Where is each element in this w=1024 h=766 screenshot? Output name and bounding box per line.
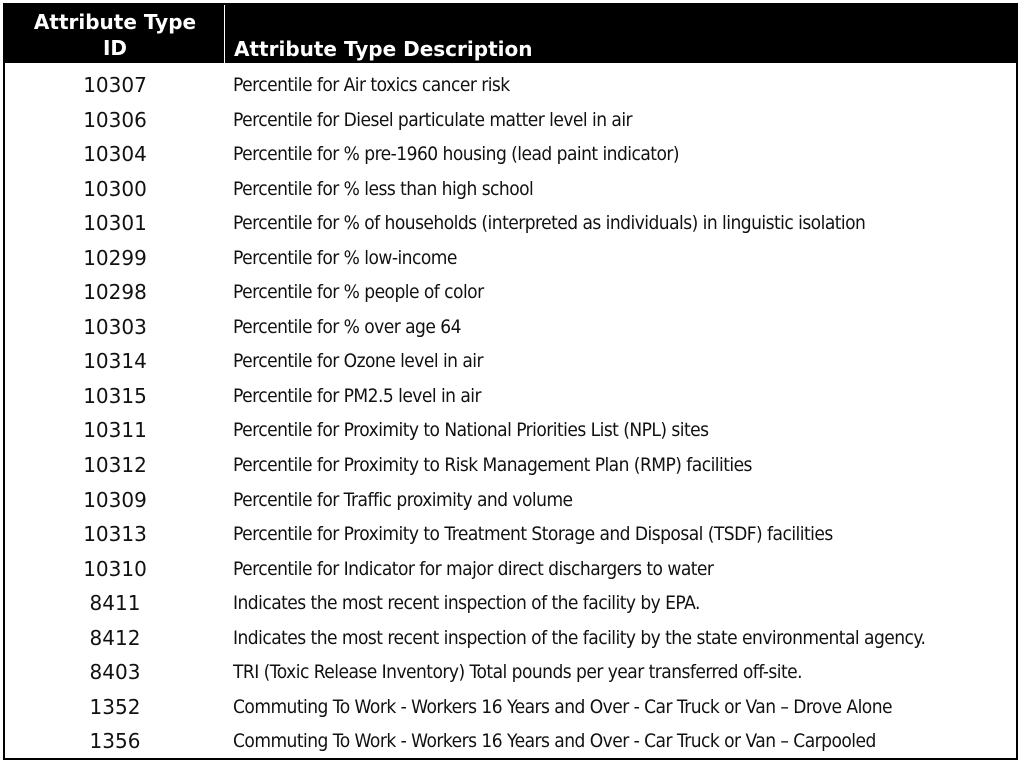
attribute-type-description: Percentile for Ozone level in air — [233, 350, 484, 373]
attribute-type-id: 8411 — [89, 591, 141, 616]
attribute-type-description: Percentile for Traffic proximity and volume — [233, 488, 573, 511]
attribute-type-id: 1356 — [89, 729, 141, 754]
table-row — [5, 552, 1016, 587]
table-row — [5, 172, 1016, 207]
attribute-type-description: Percentile for % less than high school — [233, 177, 534, 200]
table-row — [5, 275, 1016, 310]
attribute-type-id: 10306 — [83, 107, 147, 132]
attribute-type-id: 10298 — [83, 280, 147, 305]
table-body — [5, 68, 1016, 759]
attribute-type-description: Percentile for Proximity to National Priorities List (NPL) sites — [233, 419, 709, 442]
attribute-type-description: Commuting To Work - Workers 16 Years and Over - Car Truck or Van – Drove Alone — [233, 695, 893, 718]
table-row — [5, 621, 1016, 656]
table-row — [5, 724, 1016, 759]
attribute-type-id: 10314 — [83, 349, 147, 374]
header-description-column: Attribute Type Description — [234, 37, 533, 61]
attribute-type-description: TRI (Toxic Release Inventory) Total pounds per year transferred off-site. — [233, 661, 803, 684]
attribute-type-id: 10309 — [83, 487, 147, 512]
attribute-type-id: 10299 — [83, 245, 147, 270]
attribute-type-description: Percentile for % people of color — [233, 281, 484, 304]
attribute-type-id: 10304 — [83, 142, 147, 167]
table-row — [5, 68, 1016, 103]
attribute-type-description: Indicates the most recent inspection of the facility by the state environmental agency. — [233, 626, 926, 649]
table-row — [5, 586, 1016, 621]
table-row — [5, 517, 1016, 552]
attribute-type-id: 10313 — [83, 522, 147, 547]
header-id-column — [5, 9, 225, 61]
attribute-type-id: 10303 — [83, 314, 147, 339]
header-id-line2: ID — [102, 36, 128, 60]
attribute-type-description: Percentile for % low-income — [233, 246, 457, 269]
table-row — [5, 103, 1016, 138]
attribute-type-description: Percentile for % of households (interpreted as individuals) in linguistic isolation — [233, 212, 866, 235]
table-header — [5, 5, 1016, 63]
attribute-type-id: 10301 — [83, 211, 147, 236]
attribute-type-description: Percentile for Proximity to Risk Management Plan (RMP) facilities — [233, 454, 752, 477]
table-row — [5, 379, 1016, 414]
table-row — [5, 448, 1016, 483]
attribute-type-description: Indicates the most recent inspection of the facility by EPA. — [233, 592, 700, 615]
attribute-type-id: 10311 — [83, 418, 147, 443]
attribute-type-description: Percentile for Indicator for major direct dischargers to water — [233, 557, 714, 580]
attribute-type-description: Percentile for % pre-1960 housing (lead paint indicator) — [233, 143, 679, 166]
attribute-type-id: 10315 — [83, 383, 147, 408]
attribute-type-description: Percentile for % over age 64 — [233, 315, 461, 338]
attribute-type-id: 10310 — [83, 556, 147, 581]
attribute-type-id: 10307 — [83, 73, 147, 97]
table-row — [5, 483, 1016, 518]
table-row — [5, 206, 1016, 241]
header-id-line1: Attribute Type — [33, 10, 197, 34]
table-row — [5, 310, 1016, 345]
attribute-type-description: Commuting To Work - Workers 16 Years and Over - Car Truck or Van – Carpooled — [233, 730, 876, 753]
table-row — [5, 344, 1016, 379]
table-row — [5, 241, 1016, 276]
table-row — [5, 655, 1016, 690]
table-row — [5, 690, 1016, 725]
attribute-type-id: 8403 — [89, 660, 141, 685]
attribute-type-description: Percentile for PM2.5 level in air — [233, 384, 482, 407]
attribute-type-id: 8412 — [89, 625, 141, 650]
attribute-type-description: Percentile for Air toxics cancer risk — [233, 74, 510, 96]
header-column-divider — [224, 5, 225, 63]
attribute-type-id: 10312 — [83, 453, 147, 478]
table-row — [5, 137, 1016, 172]
table-row — [5, 413, 1016, 448]
attribute-type-description: Percentile for Diesel particulate matter level in air — [233, 108, 633, 131]
attribute-type-id: 10300 — [83, 176, 147, 201]
attribute-table — [3, 3, 1018, 760]
attribute-type-description: Percentile for Proximity to Treatment Storage and Disposal (TSDF) facilities — [233, 523, 833, 546]
attribute-type-id: 1352 — [89, 694, 141, 719]
